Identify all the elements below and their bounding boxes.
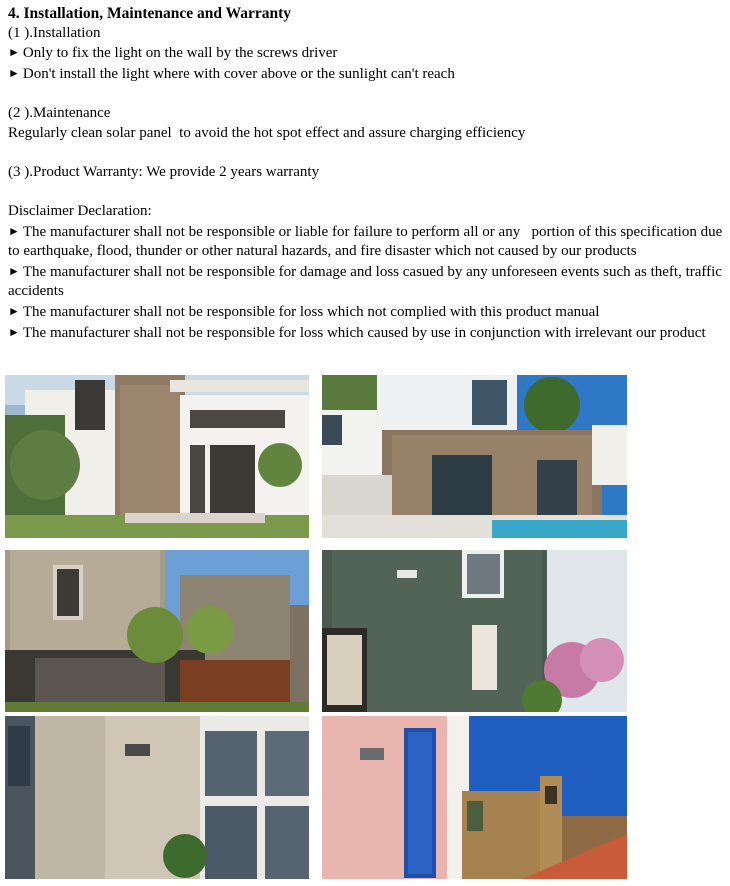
document-text xyxy=(8,4,726,343)
maintenance-text: Regularly clean solar panel to avoid the hot spot effect and assure charging efficiency xyxy=(8,124,526,141)
maintenance-title: (2 ).Maintenance xyxy=(8,104,111,121)
warranty-text: (3 ).Product Warranty: We provide 2 years warranty xyxy=(8,163,320,180)
right-pointer-icon: ► xyxy=(8,263,20,278)
photo-brick-house xyxy=(5,550,309,712)
disclaimer-bullet: ► The manufacturer shall not be responsible for damage and loss casued by any unforeseen events such as theft, traffic accidents xyxy=(8,263,722,300)
right-pointer-icon: ► xyxy=(8,324,20,339)
photo-green-facade xyxy=(322,550,627,712)
disclaimer-bullet: ► The manufacturer shall not be responsible for loss which not complied with this product manual xyxy=(8,303,600,320)
installation-bullet: ► Only to fix the light on the wall by the screws driver xyxy=(8,45,338,62)
photo-blue-shutter xyxy=(322,716,627,879)
disclaimer-bullet: ► The manufacturer shall not be responsible for loss which caused by use in conjunction with irrelevant our product xyxy=(8,324,706,341)
disclaimer-title: Disclaimer Declaration: xyxy=(8,202,152,219)
photo-stone-house-pool xyxy=(322,375,627,538)
installation-title: (1 ).Installation xyxy=(8,24,101,41)
photo-modern-villa xyxy=(5,375,309,538)
section-heading: 4. Installation, Maintenance and Warranty xyxy=(8,5,292,22)
installation-bullet: ► Don't install the light where with cover above or the sunlight can't reach xyxy=(8,65,455,82)
right-pointer-icon: ► xyxy=(8,45,20,60)
right-pointer-icon: ► xyxy=(8,303,20,318)
disclaimer-bullet: ► The manufacturer shall not be responsible or liable for failure to perform all or any portion of this specification due to earthquake, flood, thunder or other natural hazards, and fire disaster which not caused by our products xyxy=(8,223,726,260)
right-pointer-icon: ► xyxy=(8,65,20,80)
right-pointer-icon: ► xyxy=(8,223,20,238)
photo-stone-corner xyxy=(5,716,309,879)
